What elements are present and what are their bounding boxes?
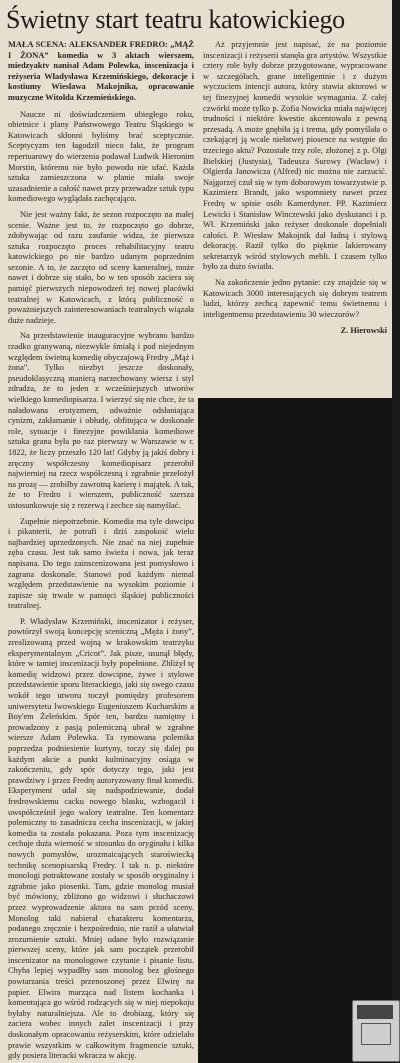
article-headline: Świetny start teatru katowickiego [6, 5, 345, 34]
left-column [8, 40, 194, 1060]
author-signature: Z. Hierowski [340, 326, 387, 336]
library-stamp [352, 1000, 400, 1062]
paragraph: Naucze ni doświadczeniem ubiegłego roku, obietnice i plany Państwowego Teatru Śląskiego w Katowicach skłonni byliśmy brać sceptycznie. Sceptycyzm ten łagodził nieco fakt, że program repertuarowy do wierzenia podawał Ludwik Hieronim Morstin, któremu nie było powodu nie ufać. Każda sztuka zamieszczona w planie miała swoje uzasadnienie a całość nawet przy przewadze sztuk typu komediowego wyglądała zachęcająco. [8, 109, 194, 204]
paragraph: P. Władysław Krzemiński, inscenizator i reżyser, powtórzył swoją koncepcję sceniczną „Męża i żony”, zrealizowaną przed wojną w krakowskim teatrzyku eksperymentalnym „Cricot”. Jak pisze, usunął błędy, które w tamtej inscenizacji były popełnione. Zbliżył tę komedię widzowi przez dowcipne, żywe i stylowe przedstawienie sporu literackiego, jaki się swego czasu wokół tego utworu toczył pomiędzy profesorem uniwersytetu lwowskiego Eugeniuszem Kucharskim a Boy'em Żeleńskim. Spór ten, bardzo namiętny i prowadzony z pasją polemiczną ubrał w zgrabne wiersze Adam Polewka. Ta rymowana polemika poprzedza podniesienie kurtyny, toczy się dalej po każdym akcie a punkt kulminacyjny osiąga w zakończeniu, gdy spór dotyczy tego, jaki jest prawdziwy i przez Fredrę autoryzowany finał komedii. Eksperyment udał się nadspodziewanie, dodał fredrowskiemu cacku nowego blasku, wzbogacił i uwspółcześnił jego walory teatralne. Ten komentarz polemiczny to zasadnicza cecha inscenizacji, w jakiej komedia ta została pokazana. Poza tym inscenizację cechuje duża wierność w stosunku do oryginału i kilka nowych pomysłów, urozmaicających staroświecką technikę scenopisarską Fredry. I tak n. p. niektóre monologi potraktowane zostały w sposób oryginalny i zgrabnie jako piosenki. Tam, gdzie monolog musiał być mówiony, zbliżono go widzowi i słuchaczowi przez wyprowadzenie aktora na sam przód sceny. Monolog taki nabierał charakteru komentarza, podanego zręcznie i bezpośrednio, nie raził a ułatwiał zrozumienie sztuki. Mniej udane było rozwiązanie pierwszej sceny, które jak sam początek przerobił inscenizator na monologowe czytanie i pisanie listu. Chyba lepiej wypadłby sam monolog bez głośnego powtarzania treści przenoszonej przez Elwirę na papier. Elwira marząca nad listem kochanka i komentująca go wśród rodzących się w niej niepokoju byłaby naturalniejsza. Ale to drobiazg, który się zaciera wobec innych zalet inscenizacji i przy doskonałym opracowaniu reżyserskim, które udzielało prawie wszystkim w całkowitym fragmencie sztuki, gdy posiera literacki wkracza w akcję. [8, 616, 194, 1060]
right-column [203, 40, 387, 394]
paragraph: Na przedstawienie inauguracyjne wybrano bardzo rzadko granywaną, niezwykle śmiałą i pod niejednym względem świetną komedię obyczajową Fredry „Mąż i żona”. Tylko niezbyt jeszcze doskonały, pseudoklasyczną manierą narzechowany wiersz i styl zdradza, że to jeden z wcześniejszych utworów wielkiego komediopisarza. I wierzyć się nie chce, że ta naładowana erotyzmem, odważnie odsłaniająca cynizm, zakłamanie i obłudę, obfitująca w doskonałe role, sytuacje i finezyjne powikłania komediowe sztuka grana była po raz pierwszy w Warszawie w r. 1822, że liczy przeszło 120 lat! Gdyby ją jakiś dobry i zręczny współczesny komediopisarz przerobił najwierniej na rzecz współczesną i zgrabnie przełożył na prozę — zrobiłby zawrotną karierę i majątek. A tak, że to Fredro i wierszem, publiczność szersza ustosunkowuje się z rezerwą i zechce się namyślać. [8, 331, 194, 510]
paragraph: Zupełnie niepotrzebnie. Komedia ma tyle dowcipu i pikanterii, że potrafi i dziś zaspokoić wielu najbardziej uprzedzonych. Nie znać na niej zupełnie zęba czasu. Jest tak samo świeża i nowa, jak teraz napisana. Do tego zainscenizowana jest pomysłowo i zagrana doskonale. Stanowi pod każdym niemal względem przedstawienie na wysokim poziomie i zapisze się trwale w pamięci śląskiej publiczności teatralnej. [8, 516, 194, 611]
article-lead: MAŁA SCENA: ALEKSANDER FREDRO: „MĄŻ I ŻONA” komedia w 3 aktach wierszem, miedzyaktv nanisał Adam Polewka, inscenizacja i reżyseria Władysława Krzemińskiego, dekoracje i kostiumy Wiesława Makojnika, opracowanie muzyczne Witolda Krzemieńskiego. [8, 40, 194, 102]
background-area [198, 398, 392, 1063]
paragraph: Nie jest ważny fakt, że sezon rozpoczęto na małej scenie. Ważne jest to, że rozpoczęto go dobrze, zdobywając od razu zaufanie widza, że pierwsza sztuka rozpoczęto proces rehabilitacyjny teatru katowickiego po nie bardzo udanym poprzednim sezonie. A to, że zaczęto od sceny kameralnej, może nawet i dobrze się stało, bo w ten sposób zaciera się pamięć pierwszych niepowodzeń tej nowej placówki teatralnej w Katowicach, z którą publiczność o poważniejszych zainteresowaniach teatralnych wiązała duże nadzieje. [8, 209, 194, 325]
paragraph: Aż przyjemnie jest napisać, że na poziomie inscenizacji i reżyserii stanęła gra artystów. Wszystkie cztery role były dobrze przygotowane, wypracowane w szczegółach, grane inteligentnie i z dużym wyczuciem intencji autora, który stawia aktorowi w tej finezyjnej komedii wysokie wymagania. Z całej czwórki może tylko p. Zofia Nowicka miała najwięcej trudności i niektóre kwestie akcentowała z pewną przesadą. A może gnębiła ją i trema, gdy pomyślała o czekającej ją wcale niełatwej piosence na wstępie do trzeciego aktu? Pozostałe trzy role, złożonej z p. Olgi Bielskiej (Justysia), Tadeusza Surowy (Wacław) i Olgierda Janowicza (Alfred) nic można nie zarzucić. Najgorzej czuł się w tym doborowym towarzystwie p. Kazimierz Brandt, jako wspomniety nawet przez Fredrę w spisie osób Kamerdyner. PP. Kazimierz Lewicki i Stanisław Winczewski jako dyskutanci i p. Wł. Krzemiński jako reżyser doskonale dopełniali całości. P. Wiesław Makojnik dał ładną i stylową dekorację. Raził tylko tło pięknie lakierowany sekretarzyk wśród stylowych mebli. I czasem tylko było za dużo światła. [203, 40, 387, 272]
paragraph: Na zakończenie jedno pytanie: czy znajdzie się w Katowicach 3000 interesujących się dobrym teatrem ludzi, którzy zechcą zapewnić temu świetnemu i inteligentnemu przedstawieniu 30 wieczorów? [203, 278, 387, 319]
